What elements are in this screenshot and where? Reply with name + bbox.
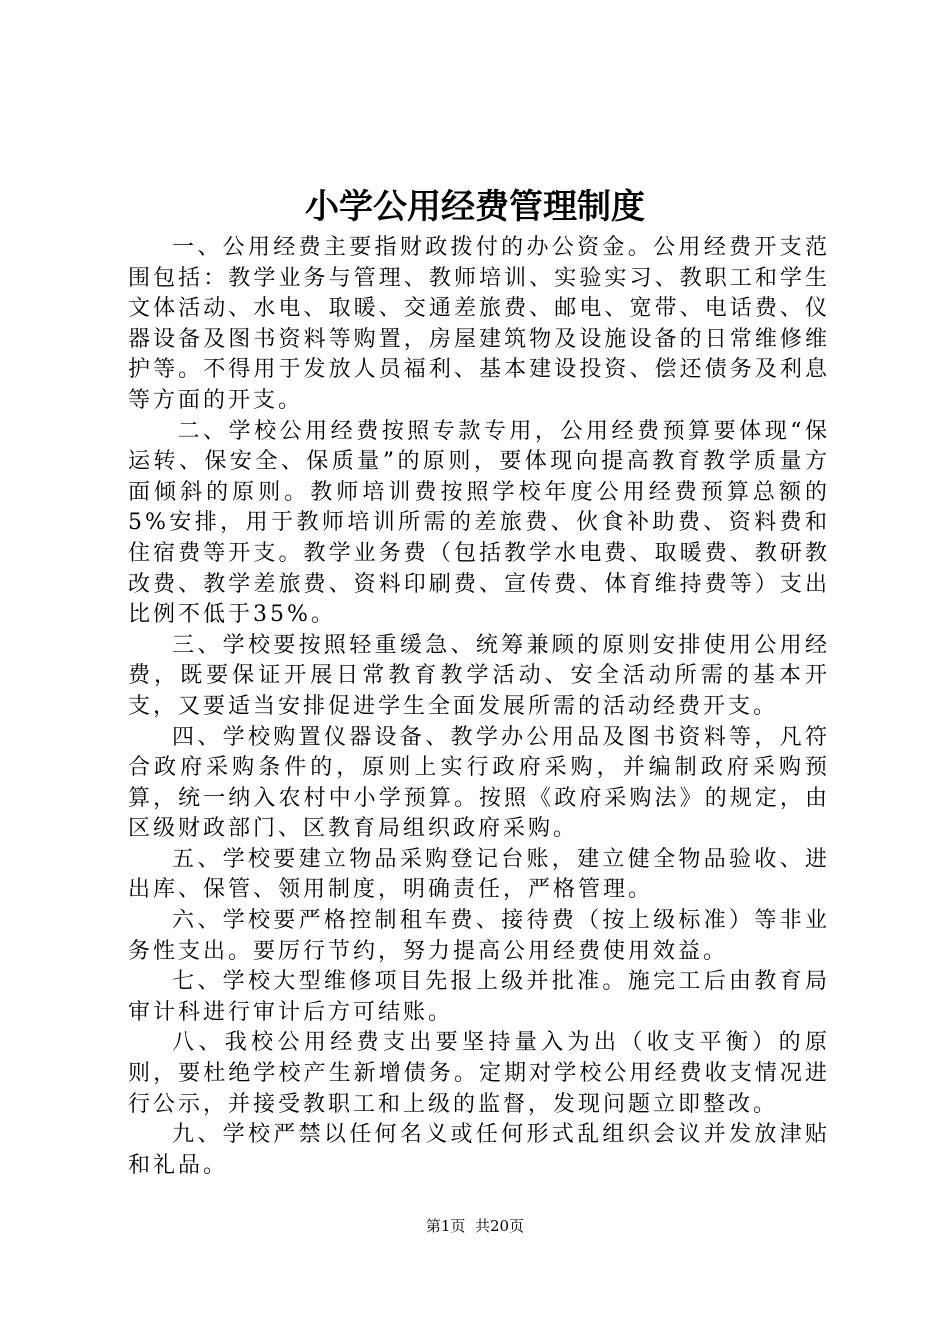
paragraph-5: 五、学校要建立物品采购登记台账，建立健全物品验收、进出库、保管、领用制度，明确责任，严格管理。 [128, 846, 830, 903]
paragraph-1: 一、公用经费主要指财政拨付的办公资金。公用经费开支范围包括：教学业务与管理、教师培训、实验实习、教职工和学生文体活动、水电、取暖、交通差旅费、邮电、宽带、电话费、仪器设备及图书资料等购置，房屋建筑物及设施设备的日常维修维护等。不得用于发放人员福利、基本建设投资、偿还债务及利息等方面的开支。 [128, 235, 830, 413]
paragraph-9: 九、学校严禁以任何名义或任何形式乱组织会议并发放津贴和礼品。 [128, 1122, 830, 1178]
paragraph-8: 八、我校公用经费支出要坚持量入为出（收支平衡）的原则，要杜绝学校产生新增债务。定期对学校公用经费收支情况进行公示，并接受教职工和上级的监督，发现问题立即整改。 [128, 1030, 830, 1117]
paragraph-6: 六、学校要严格控制租车费、接待费（按上级标准）等非业务性支出。要厉行节约，努力提高公用经费使用效益。 [128, 908, 830, 964]
paragraph-3: 三、学校要按照轻重缓急、统筹兼顾的原则安排使用公用经费，既要保证开展日常教育教学活动、安全活动所需的基本开支，又要适当安排促进学生全面发展所需的活动经费开支。 [128, 632, 830, 719]
paragraph-7: 七、学校大型维修项目先报上级并批准。施完工后由教育局审计科进行审计后方可结账。 [128, 969, 830, 1025]
page-number: 第1页 [425, 1217, 466, 1235]
document-title: 小学公用经费管理制度 [305, 187, 645, 227]
page-footer [0, 1216, 950, 1236]
document-body [128, 233, 830, 1181]
paragraph-4: 四、学校购置仪器设备、教学办公用品及图书资料等，凡符合政府采购条件的，原则上实行政府采购，并编制政府采购预算，统一纳入农村中小学预算。按照《政府采购法》的规定，由区级财政部门、区教育局组织政府采购。 [128, 724, 830, 842]
page-total: 共20页 [475, 1217, 525, 1235]
paragraph-2: 二、学校公用经费按照专款专用，公用经费预算要体现“保运转、保安全、保质量”的原则，要体现向提高教育教学质量方面倾斜的原则。教师培训费按照学校年度公用经费预算总额的5%安排，用于教师培训所需的差旅费、伙食补助费、资料费和住宿费等开支。教学业务费（包括教学水电费、取暖费、教研教改费、教学差旅费、资料印刷费、宣传费、体育维持费等）支出比例不低于35%。 [128, 418, 830, 628]
